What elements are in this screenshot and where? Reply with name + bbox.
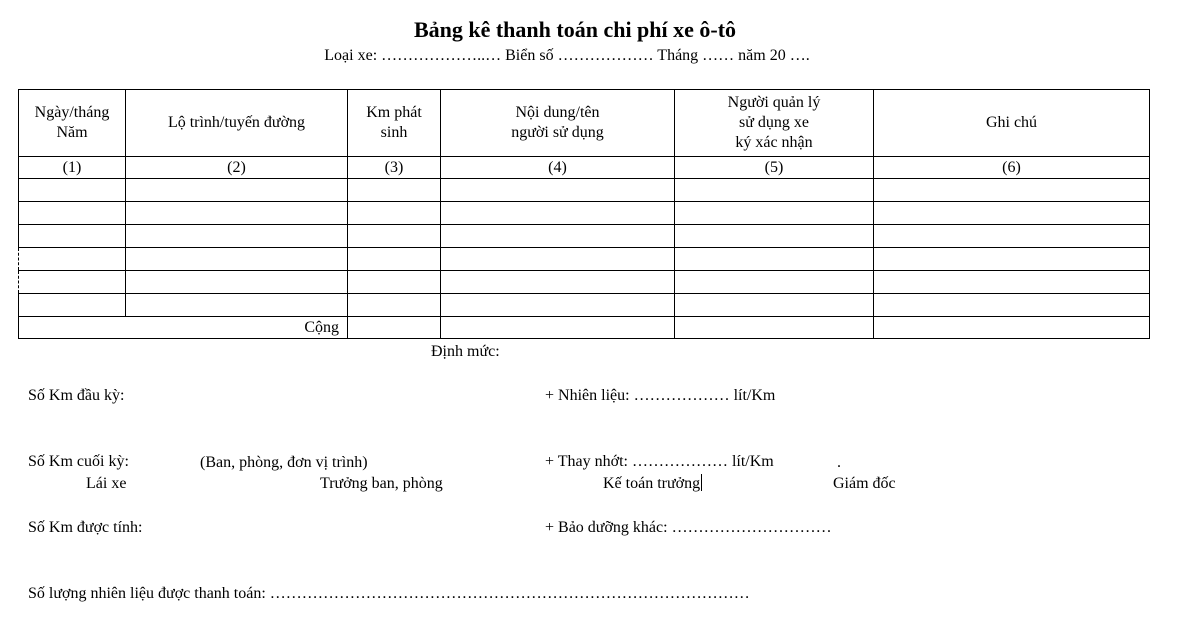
table-row [19, 202, 1150, 225]
total-row [19, 317, 1150, 339]
cell[interactable] [441, 202, 675, 225]
column-index-row [19, 157, 1150, 179]
cell[interactable] [126, 248, 348, 271]
cell[interactable] [675, 179, 874, 202]
table-row [19, 271, 1150, 294]
cell[interactable] [348, 225, 441, 248]
cell[interactable] [19, 271, 126, 294]
submitting-unit-note: (Ban, phòng, đơn vị trình) [200, 454, 368, 471]
column-index: (5) [675, 157, 874, 179]
cell[interactable] [441, 317, 675, 339]
header-notes: Ghi chú [874, 90, 1150, 157]
column-index: (3) [348, 157, 441, 179]
maintenance-line: + Bảo dưỡng khác: ………………………… [545, 519, 832, 536]
summary-right [545, 341, 832, 561]
cell[interactable] [348, 179, 441, 202]
column-index: (1) [19, 157, 126, 179]
header-date: Ngày/tháng Năm [19, 90, 126, 157]
cell[interactable] [348, 248, 441, 271]
document-title: Bảng kê thanh toán chi phí xe ô-tô [413, 17, 737, 42]
column-index: (6) [874, 157, 1150, 179]
cell[interactable] [441, 179, 675, 202]
km-end-label: Số Km cuối kỳ: [28, 453, 129, 470]
cell[interactable] [675, 248, 874, 271]
fuel-norm-line: + Nhiên liệu: ……………… lít/Km [545, 387, 776, 404]
expense-table [18, 89, 1150, 339]
norm-label: Định mức: [431, 343, 500, 360]
header-manager-confirm: Người quản lý sử dụng xe ký xác nhận [675, 90, 874, 157]
cell[interactable] [126, 179, 348, 202]
cell[interactable] [19, 179, 126, 202]
signature-chief-accountant: Kế toán trưởng [603, 475, 701, 492]
cell[interactable] [874, 179, 1150, 202]
km-counted-label: Số Km được tính: [28, 519, 143, 536]
cell[interactable] [348, 271, 441, 294]
vehicle-info-line: Loại xe: ………………..… Biển số ……………… Tháng …… năm 20 …. [324, 47, 810, 64]
cell[interactable] [441, 248, 675, 271]
table-row [19, 248, 1150, 271]
cell[interactable] [874, 248, 1150, 271]
header-route: Lộ trình/tuyến đường [126, 90, 348, 157]
cell[interactable] [126, 225, 348, 248]
table-row [19, 225, 1150, 248]
cell[interactable] [874, 317, 1150, 339]
cell[interactable] [441, 294, 675, 317]
total-label: Cộng [19, 317, 348, 339]
cell[interactable] [126, 271, 348, 294]
cell[interactable] [675, 271, 874, 294]
table-row [19, 294, 1150, 317]
cell[interactable] [675, 202, 874, 225]
dot-mark: . [837, 454, 841, 471]
cell[interactable] [19, 248, 126, 271]
signature-driver: Lái xe [86, 475, 127, 492]
signature-dept-head: Trưởng ban, phòng [320, 475, 443, 492]
cell[interactable] [126, 294, 348, 317]
cell[interactable] [675, 317, 874, 339]
cell[interactable] [19, 225, 126, 248]
cell[interactable] [126, 202, 348, 225]
cell[interactable] [874, 294, 1150, 317]
cell[interactable] [675, 225, 874, 248]
table-header-row [19, 90, 1150, 157]
cell[interactable] [441, 271, 675, 294]
header-content-user: Nội dung/tên người sử dụng [441, 90, 675, 157]
text-cursor [701, 474, 702, 491]
cell[interactable] [348, 317, 441, 339]
cell[interactable] [19, 202, 126, 225]
cell[interactable] [348, 202, 441, 225]
cell[interactable] [19, 294, 126, 317]
signature-director: Giám đốc [833, 475, 896, 492]
cell[interactable] [348, 294, 441, 317]
table-row [19, 179, 1150, 202]
km-start-label: Số Km đầu kỳ: [28, 387, 125, 404]
cell[interactable] [874, 225, 1150, 248]
header-km: Km phát sinh [348, 90, 441, 157]
cell[interactable] [675, 294, 874, 317]
column-index: (2) [126, 157, 348, 179]
cell[interactable] [441, 225, 675, 248]
cell[interactable] [874, 202, 1150, 225]
cell[interactable] [874, 271, 1150, 294]
fuel-paid-line: Số lượng nhiên liệu được thanh toán: ……………………………………………………………………………… [28, 585, 750, 602]
oil-norm-line: + Thay nhớt: ……………… lít/Km [545, 453, 774, 470]
column-index: (4) [441, 157, 675, 179]
